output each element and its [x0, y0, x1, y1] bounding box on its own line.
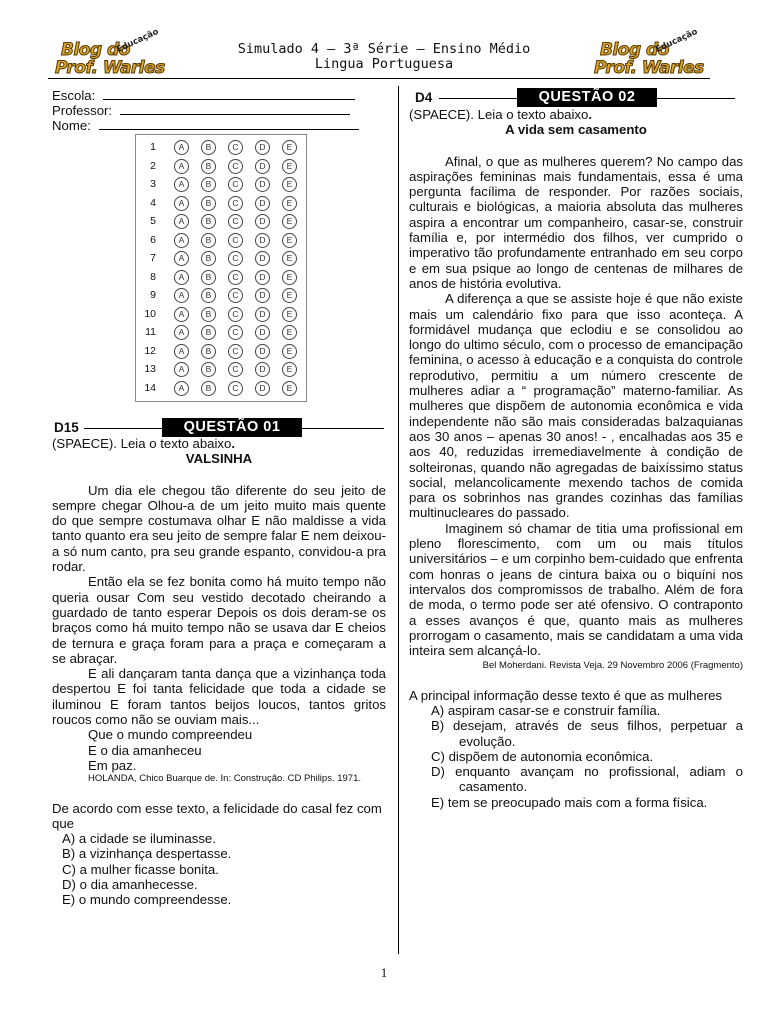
answer-row — [136, 380, 306, 398]
q2-paragraph: Afinal, o que as mulheres querem? No campo das aspirações femininas mais fundamentais, essa é uma pergunta facílima de responder. Por razões sociais, culturais e biológicas, a maioria absoluta das mulheres aspira a encontrar um companheiro, casar-se, construir família e, por intermédio dos filhos, ver cumprido o imperativo tão profundamente entranhado em seu corpo e em sua psique ao longo de centenas de milhares de anos de história evolutiva. — [409, 153, 743, 291]
q2-option-a[interactable]: A) aspiram casar-se e construir família. — [431, 702, 661, 718]
logo-line2: Prof. Warles — [55, 58, 165, 78]
school-field[interactable] — [52, 87, 355, 103]
name-label: Nome: — [52, 118, 91, 133]
answer-bubble-c[interactable]: C — [228, 214, 243, 229]
answer-row-number: 11 — [145, 326, 156, 338]
answer-bubble-c[interactable]: C — [228, 196, 243, 211]
page-number: 1 — [380, 965, 388, 980]
answer-bubble-a[interactable]: A — [174, 214, 189, 229]
answer-bubble-c[interactable]: C — [228, 140, 243, 155]
answer-row — [136, 213, 306, 231]
answer-bubble-a[interactable]: A — [174, 344, 189, 359]
answer-bubble-b[interactable]: B — [201, 288, 216, 303]
answer-bubble-c[interactable]: C — [228, 325, 243, 340]
q1-question: De acordo com esse texto, a felicidade do casal fez com que — [52, 800, 382, 831]
answer-row-number: 1 — [150, 141, 156, 153]
answer-bubble-c[interactable]: C — [228, 251, 243, 266]
logo-tag: Educação — [654, 26, 700, 56]
answer-row — [136, 361, 306, 379]
answer-bubble-a[interactable]: A — [174, 233, 189, 248]
q2-option-c[interactable]: C) dispõem de autonomia econômica. — [431, 748, 654, 764]
answer-bubble-c[interactable]: C — [228, 362, 243, 377]
answer-bubble-d[interactable]: D — [255, 270, 270, 285]
question-01 — [52, 436, 386, 908]
q2-code: D4 — [415, 90, 433, 105]
answer-bubble-b[interactable]: B — [201, 159, 216, 174]
answer-bubble-c[interactable]: C — [228, 233, 243, 248]
answer-bubble-a[interactable]: A — [174, 251, 189, 266]
answer-bubble-e[interactable]: E — [282, 381, 297, 396]
q2-paragraph: A diferença a que se assiste hoje é que não existe mais um calendário fixo para que isso aconteça. A formidável mudança que eclodiu e se consolidou ao longo do ultimo século, com o processo de emancipação feminina, o acesso à educação e a conquista do controle reprodutivo, permitiu a um número crescente de mulheres adiar a “ programação” materno-familiar. As mulheres que dispõem de autonomia econômica e vida independente não são mais consideradas balzaquianas aos 30 anos – apenas 30 anos! - , encalhadas aos 35 e aos 40, reduzidas irremediavelmente à condição de solteironas, quando não agregadas de baixíssimo status social, melancolicamente mexendo tachos de comida para os sobrinhos nas grandes cozinhas das famílias multinucleares do passado. — [409, 291, 743, 521]
column-divider — [398, 86, 399, 954]
answer-row-number: 10 — [144, 307, 156, 320]
answer-bubble-e[interactable]: E — [282, 325, 297, 340]
answer-row-number: 12 — [144, 344, 156, 357]
q2-option-b[interactable]: B) desejam, através de seus filhos, perpetuar a evolução. — [431, 718, 743, 749]
q2-option-d[interactable]: D) enquanto avançam no profissional, adiam o casamento. — [431, 764, 743, 795]
q1-code: D15 — [54, 420, 79, 435]
school-blank[interactable] — [103, 87, 355, 100]
page-title: Simulado 4 – 3ª Série – Ensino Médio — [237, 41, 531, 57]
answer-bubble-e[interactable]: E — [282, 362, 297, 377]
answer-bubble-e[interactable]: E — [282, 270, 297, 285]
page-subtitle: Lingua Portuguesa — [314, 56, 454, 72]
q2-source: Bel Moherdani. Revista Veja. 29 Novembro 2006 (Fragmento) — [482, 660, 743, 672]
answer-row — [136, 287, 306, 305]
answer-bubble-b[interactable]: B — [201, 381, 216, 396]
logo-tag: Educação — [115, 26, 161, 56]
answer-bubble-b[interactable]: B — [201, 344, 216, 359]
q1-source: HOLANDA, Chico Buarque de. In: Construção. CD Philips. 1971. — [88, 773, 361, 785]
answer-bubble-d[interactable]: D — [255, 214, 270, 229]
q1-intro: (SPAECE). Leia o texto abaixo. — [52, 436, 236, 451]
question-01-header — [54, 418, 384, 436]
teacher-label: Professor: — [52, 103, 113, 118]
q1-paragraph: Um dia ele chegou tão diferente do seu jeito de sempre chegar Olhou-a de um jeito muito mais quente do que sempre costumava olhar E não maldisse a vida tanto quanto era seu jeito de sempre falar E nem deixou-a só num canto, pra seu grande espanto, convidou-a pra rodar. — [52, 482, 386, 575]
name-blank[interactable] — [99, 117, 359, 130]
answer-bubble-c[interactable]: C — [228, 159, 243, 174]
answer-bubble-d[interactable]: D — [255, 362, 270, 377]
answer-bubble-d[interactable]: D — [255, 288, 270, 303]
q1-option-a[interactable]: A) a cidade se iluminasse. — [62, 831, 216, 847]
answer-bubble-a[interactable]: A — [174, 325, 189, 340]
answer-bubble-e[interactable]: E — [282, 159, 297, 174]
answer-bubble-e[interactable]: E — [282, 233, 297, 248]
answer-row — [136, 158, 306, 176]
teacher-blank[interactable] — [120, 102, 350, 115]
q1-option-d[interactable]: D) o dia amanhecesse. — [62, 877, 198, 893]
answer-bubble-a[interactable]: A — [174, 177, 189, 192]
q1-title: VALSINHA — [185, 451, 253, 467]
answer-bubble-e[interactable]: E — [282, 251, 297, 266]
answer-bubble-b[interactable]: B — [201, 325, 216, 340]
answer-row — [136, 250, 306, 268]
answer-bubble-b[interactable]: B — [201, 140, 216, 155]
q1-option-c[interactable]: C) a mulher ficasse bonita. — [62, 861, 219, 877]
answer-bubble-b[interactable]: B — [201, 177, 216, 192]
q2-question: A principal informação desse texto é que as mulheres — [409, 687, 723, 703]
answer-bubble-e[interactable]: E — [282, 140, 297, 155]
answer-bubble-d[interactable]: D — [255, 251, 270, 266]
q1-paragraph: E ali dançaram tanta dança que a vizinhança toda despertou E foi tanta felicidade que toda a cidade se iluminou E foram tantos beijos loucos, tantos gritos roucos como não se ouviam mais... — [52, 666, 386, 728]
q1-paragraph: Então ela se fez bonita como há muito tempo não queria ousar Com seu vestido decotado cheirando a guardado de tanto esperar Depois os dois deram-se os braços como há muito tempo não se usava dar E cheios de ternura e graça foram para a praça e começaram a se abraçar. — [52, 574, 386, 666]
question-02-header — [415, 88, 737, 106]
q2-label: QUESTÃO 02 — [517, 88, 657, 107]
answer-row-number: 4 — [150, 196, 156, 209]
logo-line1: Blog do — [61, 40, 130, 60]
answer-bubble-b[interactable]: B — [201, 362, 216, 377]
name-field[interactable] — [52, 117, 359, 133]
answer-bubble-d[interactable]: D — [255, 307, 270, 322]
answer-bubble-d[interactable]: D — [255, 159, 270, 174]
answer-row — [136, 195, 306, 213]
answer-row-number: 2 — [150, 159, 156, 172]
answer-sheet — [135, 134, 307, 402]
teacher-field[interactable] — [52, 102, 350, 118]
answer-bubble-d[interactable]: D — [255, 344, 270, 359]
answer-bubble-d[interactable]: D — [255, 325, 270, 340]
answer-bubble-b[interactable]: B — [201, 251, 216, 266]
q1-verse-line: Que o mundo compreendeu — [88, 727, 253, 743]
q2-title: A vida sem casamento — [505, 122, 647, 138]
q1-verse-line: E o dia amanheceu — [88, 742, 202, 758]
answer-row — [136, 343, 306, 361]
answer-bubble-b[interactable]: B — [201, 196, 216, 211]
answer-row-number: 5 — [150, 215, 156, 227]
q1-option-e[interactable]: E) o mundo compreendesse. — [62, 892, 232, 908]
answer-bubble-d[interactable]: D — [255, 140, 270, 155]
answer-bubble-a[interactable]: A — [174, 140, 189, 155]
answer-bubble-e[interactable]: E — [282, 196, 297, 211]
answer-bubble-a[interactable]: A — [174, 362, 189, 377]
answer-row — [136, 139, 306, 157]
answer-bubble-b[interactable]: B — [201, 233, 216, 248]
answer-row-number: 8 — [150, 270, 156, 283]
answer-bubble-a[interactable]: A — [174, 196, 189, 211]
answer-bubble-b[interactable]: B — [201, 270, 216, 285]
answer-row — [136, 306, 306, 324]
answer-bubble-b[interactable]: B — [201, 214, 216, 229]
answer-bubble-a[interactable]: A — [174, 381, 189, 396]
answer-bubble-e[interactable]: E — [282, 177, 297, 192]
q1-verse-line: Em paz. — [88, 757, 137, 773]
answer-row — [136, 176, 306, 194]
answer-bubble-d[interactable]: D — [255, 177, 270, 192]
answer-bubble-c[interactable]: C — [228, 381, 243, 396]
school-label: Escola: — [52, 88, 96, 103]
q2-intro: (SPAECE). Leia o texto abaixo. — [409, 107, 593, 122]
q1-option-b[interactable]: B) a vizinhança despertasse. — [62, 846, 232, 862]
logo-line2: Prof. Warles — [594, 58, 704, 78]
answer-bubble-c[interactable]: C — [228, 177, 243, 192]
answer-bubble-e[interactable]: E — [282, 344, 297, 359]
answer-row-number: 6 — [150, 233, 156, 246]
question-02 — [409, 107, 743, 810]
answer-row-number: 7 — [150, 252, 156, 264]
answer-bubble-d[interactable]: D — [255, 233, 270, 248]
answer-bubble-a[interactable]: A — [174, 288, 189, 303]
q1-label: QUESTÃO 01 — [162, 418, 302, 437]
answer-row-number: 14 — [144, 381, 156, 394]
answer-bubble-a[interactable]: A — [174, 307, 189, 322]
answer-bubble-e[interactable]: E — [282, 214, 297, 229]
answer-bubble-e[interactable]: E — [282, 307, 297, 322]
answer-bubble-c[interactable]: C — [228, 270, 243, 285]
answer-bubble-c[interactable]: C — [228, 307, 243, 322]
answer-bubble-a[interactable]: A — [174, 159, 189, 174]
answer-bubble-e[interactable]: E — [282, 288, 297, 303]
answer-row — [136, 269, 306, 287]
answer-row-number: 3 — [150, 178, 156, 190]
q2-paragraph: Imaginem só chamar de titia uma profissional em pleno florescimento, com um ou mais títulos universitários – e um corpinho bem-cuidado que enfrenta com honras o jeans de cintura baixa ou o biquíni nos intervalos dos compromissos de trabalho. Além de fora de moda, o termo pode ser até ofensivo. O contraponto a esses avanços é que, quanto mais as mulheres prorrogam o casamento, mais se candidatam a uma vida inteira sem alcançá-lo. — [409, 520, 743, 659]
answer-bubble-a[interactable]: A — [174, 270, 189, 285]
answer-bubble-d[interactable]: D — [255, 196, 270, 211]
answer-row-number: 13 — [144, 363, 156, 375]
answer-row-number: 9 — [150, 289, 156, 301]
answer-bubble-d[interactable]: D — [255, 381, 270, 396]
answer-row — [136, 324, 306, 342]
header-divider — [48, 78, 710, 79]
answer-bubble-c[interactable]: C — [228, 288, 243, 303]
q2-option-e[interactable]: E) tem se preocupado mais com a forma física. — [431, 794, 708, 810]
answer-row — [136, 232, 306, 250]
answer-bubble-b[interactable]: B — [201, 307, 216, 322]
logo-line1: Blog do — [600, 40, 669, 60]
answer-bubble-c[interactable]: C — [228, 344, 243, 359]
